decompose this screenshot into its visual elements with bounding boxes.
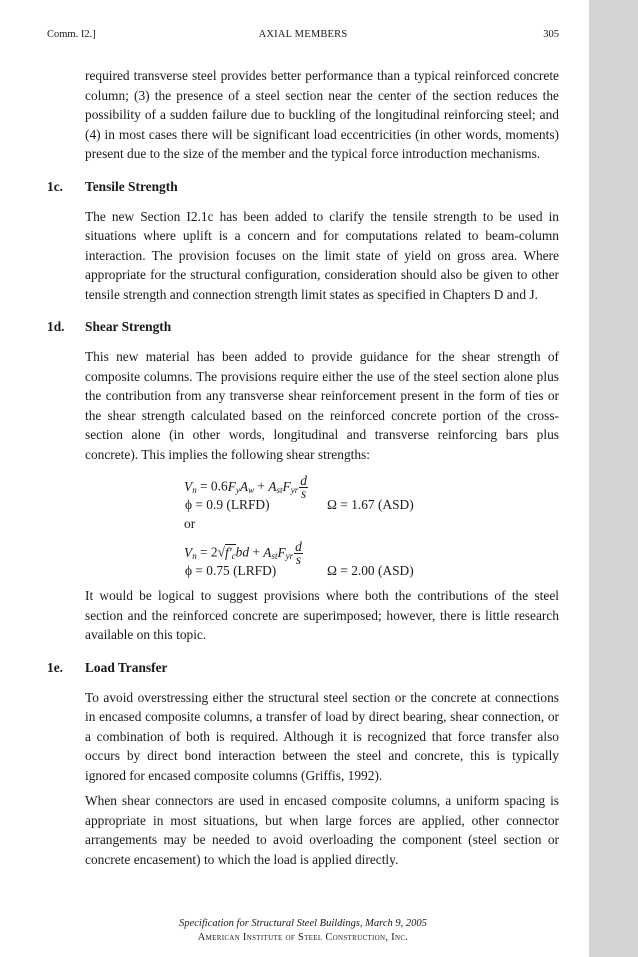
header-title: AXIAL MEMBERS [258, 29, 348, 40]
section-heading-1d [47, 317, 559, 336]
omega-asd-1: Ω = 1.67 (ASD) [327, 497, 414, 512]
or-row [47, 514, 559, 533]
or-text: or [184, 516, 196, 531]
fraction: $\frac{d}{s}$ [300, 473, 307, 501]
section-title: Shear Strength [85, 319, 172, 334]
section-number: 1d. [47, 319, 65, 334]
paragraph: To avoid overstressing either the structural steel section or the concrete at connections in encased composite columns, a transfer of load by direct bearing, shear connection, or a combination of both is required. Although it is recognized that force transfer also occurs by direct bond interaction between the steel and concrete, this is typically ignored for encased composite columns (Griffis, 1992). [85, 689, 559, 783]
paragraph: When shear connectors are used in encased composite columns, a uniform spacing is appropriate in most situations, but when large forces are applied, other connector arrangements may be needed to avoid overloading the component (steel section or concrete encasement) to which the load is applied directly. [85, 793, 559, 867]
page-margin-bar [589, 0, 638, 957]
omega-asd-2: Ω = 2.00 (ASD) [327, 563, 414, 578]
equation-row [47, 533, 559, 567]
section-title: Load Transfer [85, 659, 168, 675]
section-title: Tensile Strength [85, 178, 178, 194]
section-number: 1c. [47, 178, 63, 194]
equation-row [47, 561, 559, 580]
equation-row [47, 467, 559, 501]
page-body [47, 66, 559, 869]
footer-publisher: American Institute of Steel Construction, Inc. [197, 932, 409, 943]
paragraph: It would be logical to suggest provisions where both the contributions of the steel section and the reinforced concrete are superimposed; however, there is little research available on this topic. [85, 588, 559, 642]
paragraph: The new Section I2.1c has been added to clarify the tensile strength to be used in situations where uplift is a concern and for computations related to beam-column interaction. The provision focuses on the limit state of yield on gross area. Where appropriate for the structural configuration, consideration should also be given to other tensile strength and connection strength limit states as specified in Chapters D and J. [85, 208, 559, 302]
section-heading-1e [47, 658, 559, 677]
intro-paragraph: required transverse steel provides better performance than a typical reinforced concrete column; (3) the presence of a steel section near the center of the section reduces the possibility of a sudden failure due to buckling of the longitudinal reinforcing steel; and (4) in most cases there will be significant load eccentricities (in other words, moments) present due to the size of the member and the typical force introduction mechanisms. [85, 68, 559, 161]
phi-lrfd-1: ϕ = 0.9 (LRFD) [185, 497, 270, 512]
running-footer [47, 917, 559, 945]
section-number: 1e. [47, 659, 63, 675]
equation-row [47, 495, 559, 514]
header-section-ref: Comm. I2.] [47, 29, 96, 40]
phi-lrfd-2: ϕ = 0.75 (LRFD) [185, 563, 277, 578]
equation-2: $V_n = 2√f'_cbd + A_{st}F_{yr}$ $\frac{d}{s}$ [184, 539, 302, 567]
running-header [47, 28, 559, 42]
footer-spec-title: Specification for Structural Steel Buildings, March 9, 2005 [179, 918, 427, 929]
section-heading-1c [47, 177, 559, 196]
equation-1: $V_n = 0.6F_yA_w + A_{st}F_{yr}$ $\frac{d}{s}$ [184, 473, 307, 501]
shear-strength-equations [47, 467, 559, 580]
page-number: 305 [543, 29, 559, 40]
fraction: $\frac{d}{s}$ [295, 539, 302, 567]
paragraph: This new material has been added to provide guidance for the shear strength of composite columns. The provisions require either the use of the steel section alone plus the contribution from any transverse shear reinforcement present in the form of ties or the shear strength calculated based on the reinforced concrete portion of the cross-section alone (in other words, longitudinal and transverse reinforcing bars plus concrete). This implies the following shear strengths: [85, 349, 559, 462]
